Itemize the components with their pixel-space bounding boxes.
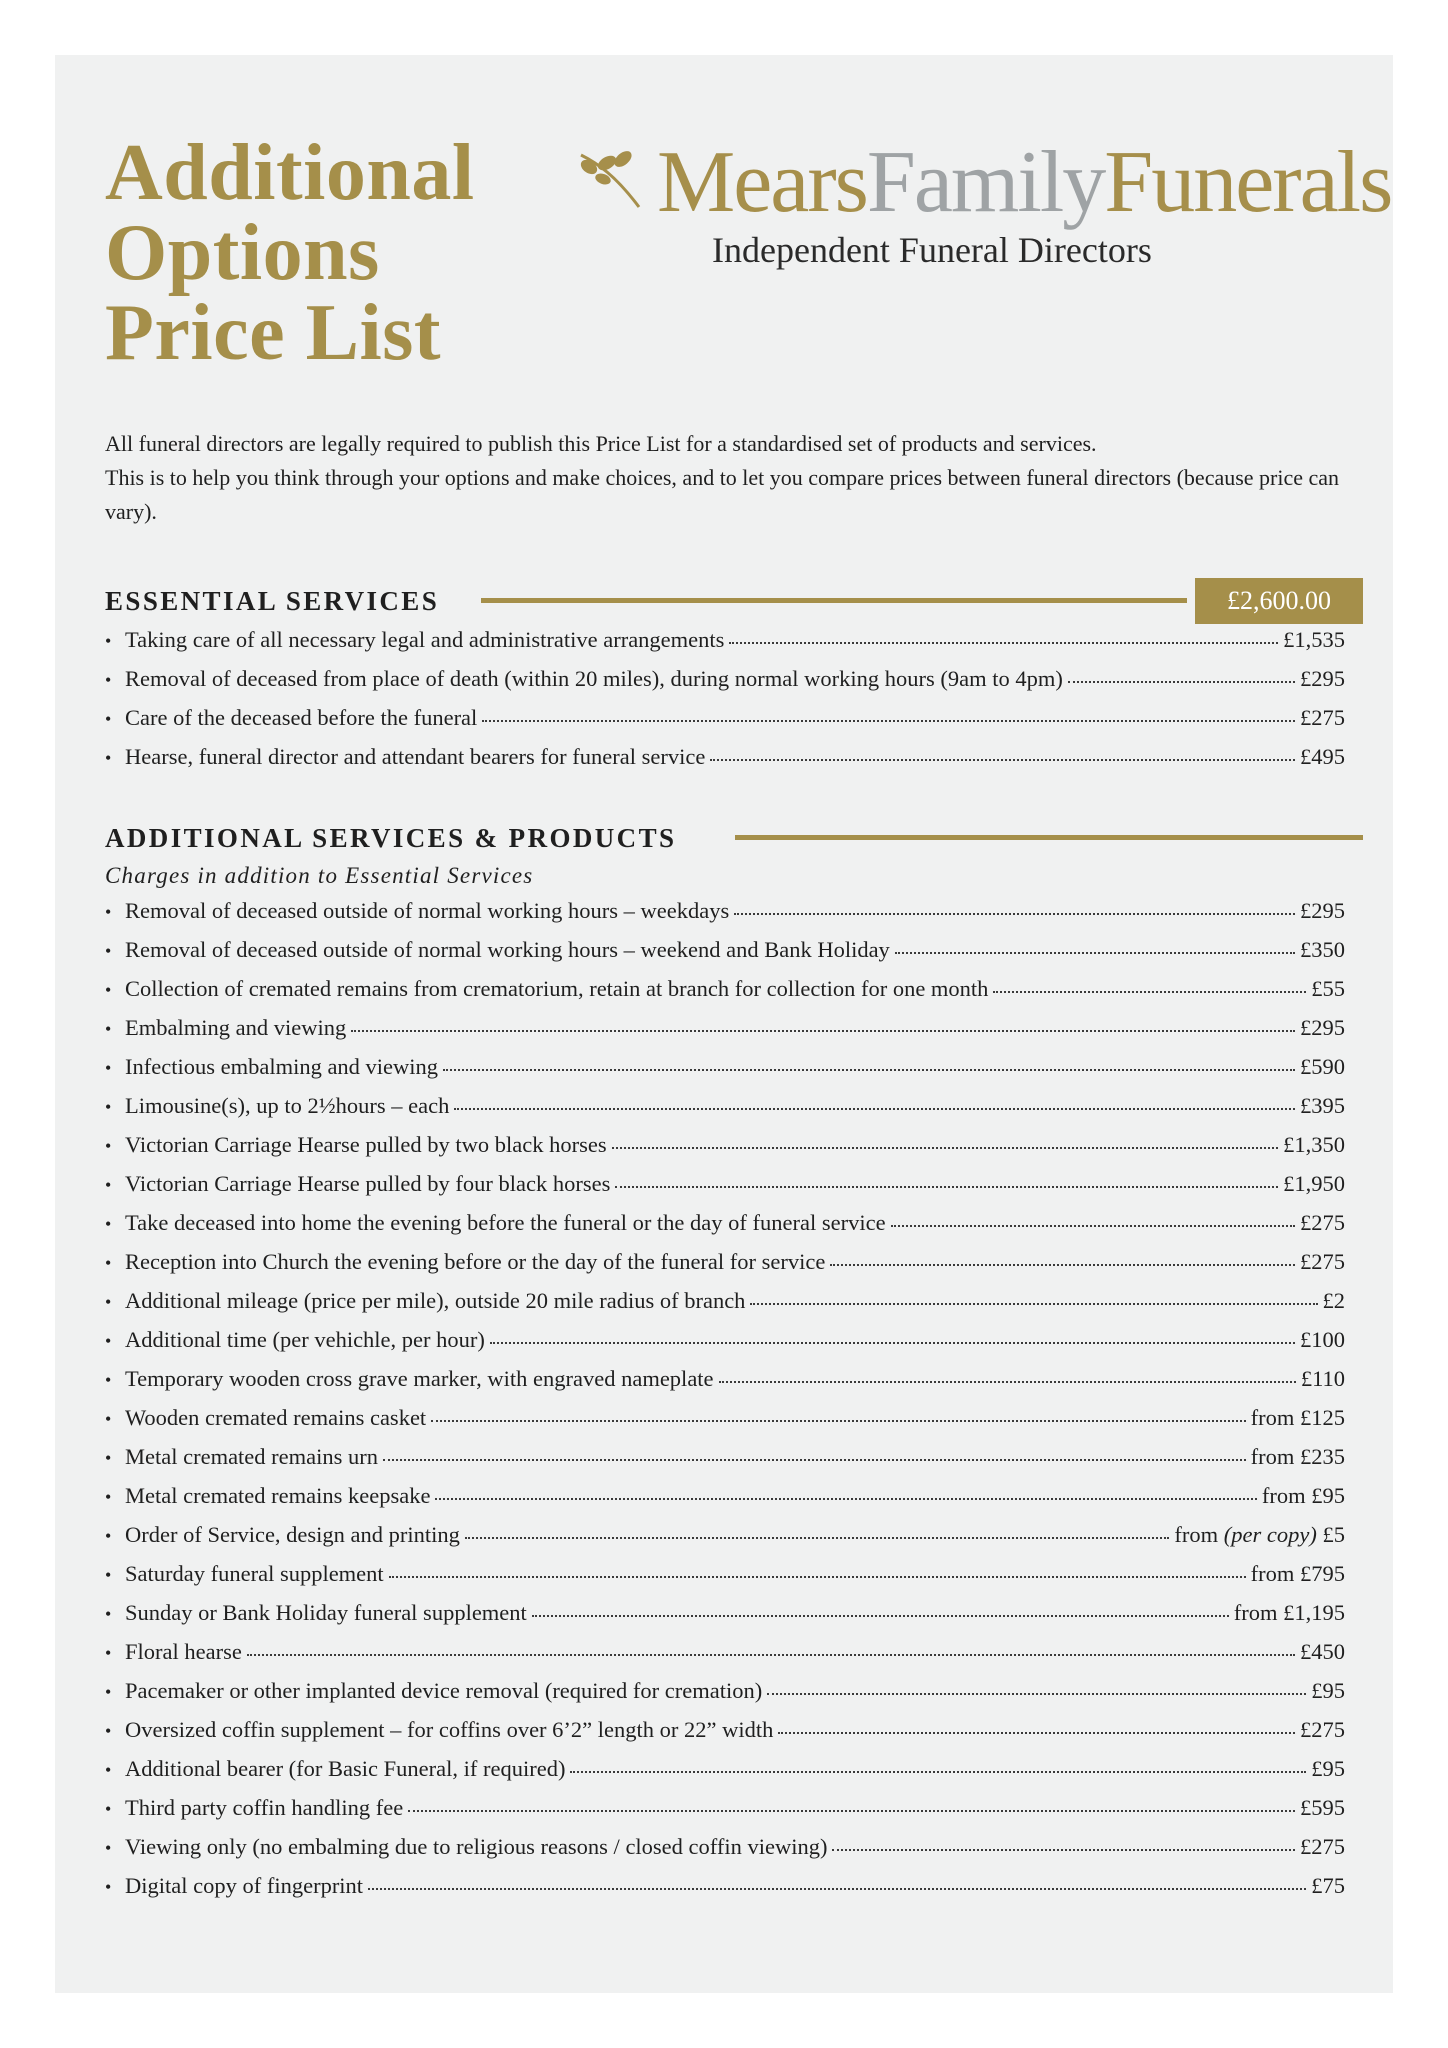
item-price: £75 (1311, 1873, 1345, 1898)
item-label: Viewing only (no embalming due to religious reasons / closed coffin viewing) (125, 1834, 828, 1859)
total-price-badge: £2,600.00 (1195, 578, 1363, 624)
item-label: Pacemaker or other implanted device removal (required for cremation) (125, 1678, 763, 1703)
item-label: Third party coffin handling fee (125, 1795, 404, 1820)
bullet: • (105, 1526, 112, 1546)
price-list-item (105, 1717, 1345, 1756)
bullet: • (105, 1292, 112, 1312)
price-list-item (105, 1561, 1345, 1600)
price-list-item (105, 1795, 1345, 1834)
price-list-item (105, 1093, 1345, 1132)
bullet: • (105, 1721, 112, 1741)
item-price: £275 (1300, 1210, 1345, 1235)
item-label: Removal of deceased outside of normal working hours – weekend and Bank Holiday (125, 937, 890, 962)
item-price: £295 (1300, 1015, 1345, 1040)
item-price: from £795 (1250, 1561, 1345, 1586)
price-list-item (105, 627, 1345, 666)
dot-leader (247, 1654, 1295, 1656)
page-title (105, 129, 575, 377)
dot-leader (750, 1303, 1317, 1305)
dot-leader (490, 1342, 1295, 1344)
bullet: • (105, 1058, 112, 1078)
item-price: £495 (1300, 744, 1345, 769)
item-price: from £235 (1250, 1444, 1345, 1469)
dot-leader (993, 991, 1306, 993)
bullet: • (105, 1097, 112, 1117)
intro-line: All funeral directors are legally required to publish this Price List for a standardised set of products and services. (105, 431, 1097, 456)
price-value: £5 (1322, 1522, 1345, 1547)
divider (481, 598, 1187, 603)
item-price: £110 (1300, 1366, 1345, 1391)
item-price: £595 (1300, 1795, 1345, 1820)
additional-services-list (105, 898, 1345, 1912)
item-price: £275 (1300, 1717, 1345, 1742)
price-list-item (105, 1054, 1345, 1093)
dot-leader (719, 1381, 1296, 1383)
item-price: £590 (1300, 1054, 1345, 1079)
item-price: from £125 (1250, 1405, 1345, 1430)
bullet: • (105, 1877, 112, 1897)
item-price: £95 (1311, 1756, 1345, 1781)
intro-line: This is to help you think through your options and make choices, and to let you compare prices between funeral directors (because price can vary). (105, 465, 1340, 524)
bullet: • (105, 1409, 112, 1429)
dot-leader (383, 1459, 1246, 1461)
bullet: • (105, 1136, 112, 1156)
item-label: Embalming and viewing (125, 1015, 347, 1040)
item-label: Care of the deceased before the funeral (125, 705, 478, 730)
price-list-item (105, 976, 1345, 1015)
bullet: • (105, 1604, 112, 1624)
price-list-item (105, 1444, 1345, 1483)
item-label: Limousine(s), up to 2½hours – each (125, 1093, 450, 1118)
item-price: £275 (1300, 705, 1345, 730)
title-line: Price List (105, 289, 441, 377)
dot-leader (767, 1693, 1306, 1695)
item-label: Collection of cremated remains from crematorium, retain at branch for collection for one month (125, 976, 989, 1001)
dot-leader (435, 1498, 1256, 1500)
price-note: (per copy) (1223, 1522, 1317, 1547)
price-list-item (105, 1405, 1345, 1444)
item-price: £55 (1311, 976, 1345, 1001)
brand-logo (577, 133, 1392, 283)
price-list-item (105, 1522, 1345, 1561)
bullet: • (105, 980, 112, 1000)
price-list-item (105, 1327, 1345, 1366)
price-list-item (105, 1288, 1345, 1327)
divider (735, 835, 1363, 840)
bullet: • (105, 1253, 112, 1273)
bullet: • (105, 1565, 112, 1585)
item-label: Additional bearer (for Basic Funeral, if required) (125, 1756, 566, 1781)
dot-leader (891, 1225, 1295, 1227)
item-label: Temporary wooden cross grave marker, with engraved nameplate (125, 1366, 714, 1391)
item-label: Sunday or Bank Holiday funeral supplement (125, 1600, 527, 1625)
item-label: Reception into Church the evening before or the day of the funeral for service (125, 1249, 826, 1274)
item-label: Infectious embalming and viewing (125, 1054, 439, 1079)
price-list-item (105, 705, 1345, 744)
bullet: • (105, 941, 112, 961)
item-label: Hearse, funeral director and attendant bearers for funeral service (125, 744, 706, 769)
dot-leader (832, 1849, 1295, 1851)
item-label: Metal cremated remains urn (125, 1444, 379, 1469)
dot-leader (710, 759, 1295, 761)
item-price: £295 (1300, 666, 1345, 691)
item-label: Digital copy of fingerprint (125, 1873, 364, 1898)
item-price: £350 (1300, 937, 1345, 962)
dot-leader (408, 1810, 1295, 1812)
item-price: £395 (1300, 1093, 1345, 1118)
item-price (1174, 1522, 1345, 1548)
bullet: • (105, 1331, 112, 1351)
bullet: • (105, 1799, 112, 1819)
dot-leader (778, 1732, 1295, 1734)
item-label: Saturday funeral supplement (125, 1561, 384, 1586)
item-label: Victorian Carriage Hearse pulled by four black horses (125, 1171, 611, 1196)
item-label: Additional mileage (price per mile), outside 20 mile radius of branch (125, 1288, 746, 1313)
price-list-item (105, 1210, 1345, 1249)
item-price: £95 (1311, 1678, 1345, 1703)
bullet: • (105, 1682, 112, 1702)
dot-leader (615, 1186, 1278, 1188)
essential-services-list (105, 627, 1345, 783)
price-list-item (105, 1366, 1345, 1405)
bullet: • (105, 1370, 112, 1390)
item-price: from £95 (1261, 1483, 1345, 1508)
bullet: • (105, 1019, 112, 1039)
dot-leader (454, 1108, 1295, 1110)
leaf-sprig-icon (577, 145, 659, 215)
item-price: £295 (1300, 898, 1345, 923)
item-price: £2 (1322, 1288, 1345, 1313)
price-list-item (105, 666, 1345, 705)
dot-leader (351, 1030, 1295, 1032)
bullet: • (105, 1448, 112, 1468)
brand-word: Family (866, 134, 1105, 231)
dot-leader (443, 1069, 1295, 1071)
bullet: • (105, 902, 112, 922)
title-line: Additional (105, 129, 475, 217)
essential-services-header (105, 578, 1355, 624)
title-line: Options (105, 209, 380, 297)
brand-tagline: Independent Funeral Directors (712, 230, 1152, 270)
dot-leader (482, 720, 1295, 722)
dot-leader (895, 952, 1295, 954)
bullet: • (105, 1760, 112, 1780)
dot-leader (830, 1264, 1295, 1266)
dot-leader (612, 1147, 1279, 1149)
item-price: £450 (1300, 1639, 1345, 1664)
bullet: • (105, 631, 112, 651)
price-list-item (105, 1873, 1345, 1912)
dot-leader (734, 913, 1295, 915)
bullet: • (105, 1214, 112, 1234)
price-list-item (105, 744, 1345, 783)
item-label: Take deceased into home the evening before the funeral or the day of funeral service (125, 1210, 886, 1235)
dot-leader (729, 642, 1278, 644)
bullet: • (105, 1838, 112, 1858)
dot-leader (368, 1888, 1306, 1890)
price-list-item (105, 1834, 1345, 1873)
price-list-item (105, 1249, 1345, 1288)
dot-leader (431, 1420, 1245, 1422)
price-list-sheet (55, 55, 1393, 1993)
bullet: • (105, 748, 112, 768)
price-list-item (105, 1171, 1345, 1210)
item-label: Victorian Carriage Hearse pulled by two black horses (125, 1132, 607, 1157)
item-price: £100 (1300, 1327, 1345, 1352)
bullet: • (105, 1487, 112, 1507)
section-heading: ESSENTIAL SERVICES (105, 586, 440, 616)
section-heading: ADDITIONAL SERVICES & PRODUCTS (105, 823, 677, 853)
item-price: £1,535 (1283, 627, 1345, 652)
bullet: • (105, 709, 112, 729)
price-list-item (105, 1600, 1345, 1639)
item-label: Removal of deceased from place of death (within 20 miles), during normal working hours (9am to 4pm) (125, 666, 1063, 691)
price-list-item (105, 898, 1345, 937)
price-list-item (105, 1756, 1345, 1795)
dot-leader (465, 1537, 1170, 1539)
item-label: Wooden cremated remains casket (125, 1405, 427, 1430)
price-list-item (105, 1678, 1345, 1717)
item-label: Removal of deceased outside of normal working hours – weekdays (125, 898, 730, 923)
price-list-item (105, 1483, 1345, 1522)
item-label: Oversized coffin supplement – for coffins over 6’2” length or 22” width (125, 1717, 774, 1742)
item-price: £275 (1300, 1249, 1345, 1274)
price-list-item (105, 1132, 1345, 1171)
item-label: Additional time (per vehichle, per hour) (125, 1327, 485, 1352)
intro-text (105, 427, 1355, 529)
dot-leader (570, 1771, 1306, 1773)
section-subtitle: Charges in addition to Essential Services (105, 863, 534, 888)
brand-word: Mears (657, 134, 867, 231)
additional-services-header (105, 815, 1355, 861)
dot-leader (389, 1576, 1246, 1578)
item-price: £1,950 (1283, 1171, 1345, 1196)
item-label: Order of Service, design and printing (125, 1522, 460, 1547)
price-list-item (105, 1015, 1345, 1054)
item-label: Metal cremated remains keepsake (125, 1483, 431, 1508)
item-price: from £1,195 (1233, 1600, 1345, 1625)
price-list-item (105, 1639, 1345, 1678)
item-price: £275 (1300, 1834, 1345, 1859)
brand-wordmark (657, 133, 1391, 233)
price-prefix: from (1174, 1522, 1219, 1547)
dot-leader (532, 1615, 1229, 1617)
brand-word: Funerals (1104, 134, 1392, 231)
bullet: • (105, 1175, 112, 1195)
item-label: Floral hearse (125, 1639, 242, 1664)
item-price: £1,350 (1283, 1132, 1345, 1157)
dot-leader (1068, 681, 1295, 683)
bullet: • (105, 670, 112, 690)
item-label: Taking care of all necessary legal and administrative arrangements (125, 627, 725, 652)
price-list-item (105, 937, 1345, 976)
bullet: • (105, 1643, 112, 1663)
